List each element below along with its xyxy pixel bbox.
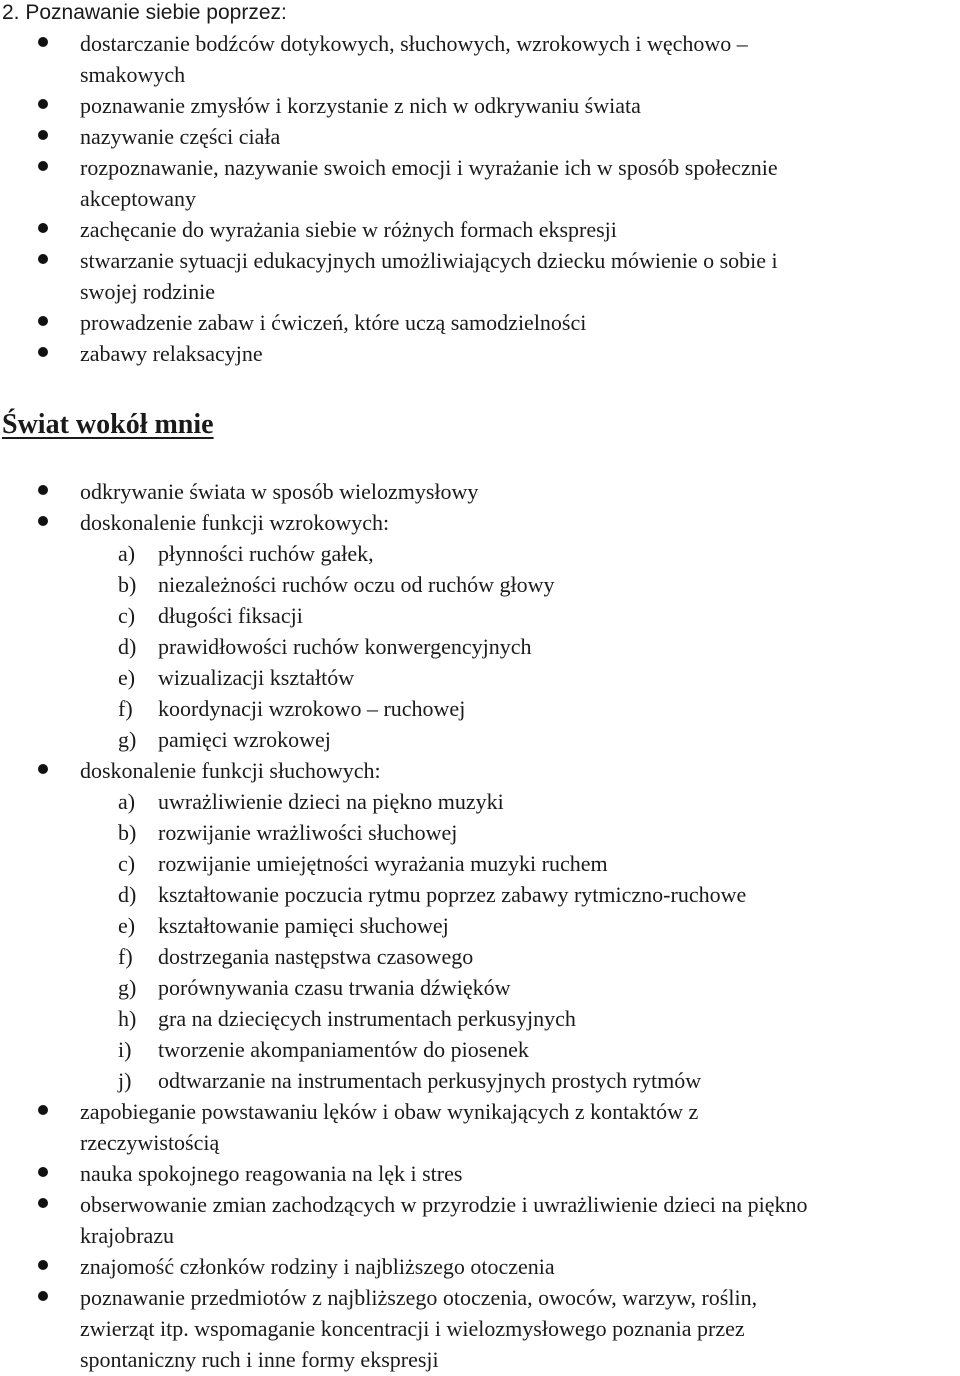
bullet-icon [38,161,48,171]
sublist-text: koordynacji wzrokowo – ruchowej [158,696,466,721]
sublist-item [80,724,958,755]
bullet-icon [38,99,48,109]
list-item-text-cont: spontaniczny ruch i inne formy ekspresji [80,1347,439,1372]
section1-bullet-list [0,28,960,369]
sublist-marker: d) [118,634,137,659]
sublist-text: prawidłowości ruchów konwergencyjnych [158,634,532,659]
sublist-item [80,1034,958,1065]
sublist-item [80,569,958,600]
bullet-icon [38,1198,48,1208]
sublist-text: kształtowanie pamięci słuchowej [158,913,449,938]
list-item-text: dostarczanie bodźców dotykowych, słuchowych, wzrokowych i węchowo – [80,31,748,56]
sublist-marker: g) [118,727,137,752]
sublist-text: uwrażliwienie dzieci na piękno muzyki [158,789,504,814]
list-item-text-cont: rzeczywistością [80,1130,220,1155]
sublist-marker: b) [118,572,137,597]
bullet-icon [38,316,48,326]
sublist-visual [80,538,958,755]
list-item-text: prowadzenie zabaw i ćwiczeń, które uczą samodzielności [80,310,587,335]
list-item [0,476,960,507]
sublist-marker: j) [118,1068,132,1093]
bullet-icon [38,485,48,495]
list-item [0,1096,960,1158]
sublist-item [80,972,958,1003]
list-item [0,1282,960,1375]
sublist-item [80,1003,958,1034]
sublist-item [80,693,958,724]
list-item [0,1189,960,1251]
list-item-text: nazywanie części ciała [80,124,281,149]
sublist-marker: c) [118,603,136,628]
section-title: Świat wokół mnie [2,409,214,440]
list-item-text: doskonalenie funkcji wzrokowych: [80,510,390,535]
section-heading: 2. Poznawanie siebie poprzez: [2,1,287,24]
list-item [0,214,960,245]
sublist-text: gra na dziecięcych instrumentach perkusyjnych [158,1006,576,1031]
bullet-icon [38,1167,48,1177]
bullet-icon [38,37,48,47]
bullet-icon [38,764,48,774]
list-item-text-cont: krajobrazu [80,1223,175,1248]
list-item [0,1158,960,1189]
bullet-icon [38,130,48,140]
sublist-item [80,910,958,941]
bullet-icon [38,1105,48,1115]
sublist-item [80,538,958,569]
sublist-item [80,631,958,662]
list-item-text-cont: zwierząt itp. wspomaganie koncentracji i wielozmysłowego poznania przez [80,1316,745,1341]
sublist-text: kształtowanie poczucia rytmu poprzez zabawy rytmiczno-ruchowe [158,882,747,907]
list-item-text: obserwowanie zmian zachodzących w przyrodzie i uwrażliwienie dzieci na piękno [80,1192,808,1217]
sublist-text: odtwarzanie na instrumentach perkusyjnych prostych rytmów [158,1068,702,1093]
list-item [0,338,960,369]
sublist-item [80,786,958,817]
sublist-marker: b) [118,820,137,845]
sublist-marker: e) [118,913,136,938]
list-item [0,152,960,214]
sublist-text: długości fiksacji [158,603,303,628]
bullet-icon [38,1260,48,1270]
sublist-text: tworzenie akompaniamentów do piosenek [158,1037,529,1062]
list-item-text: nauka spokojnego reagowania na lęk i stres [80,1161,463,1186]
sublist-item [80,662,958,693]
list-item-text-cont: smakowych [80,62,186,87]
list-item-text: rozpoznawanie, nazywanie swoich emocji i wyrażanie ich w sposób społecznie [80,155,778,180]
sublist-marker: c) [118,851,136,876]
sublist-marker: f) [118,944,133,969]
list-item-text: stwarzanie sytuacji edukacyjnych umożliwiających dziecku mówienie o sobie i [80,248,778,273]
sublist-marker: g) [118,975,137,1000]
sublist-item [80,941,958,972]
bullet-icon [38,347,48,357]
sublist-item [80,600,958,631]
bullet-icon [38,254,48,264]
sublist-item [80,848,958,879]
sublist-marker: a) [118,789,136,814]
list-item [0,245,960,307]
list-item-auditory-functions [0,755,960,1096]
section2-bullet-list [0,476,960,1375]
list-item-text-cont: swojej rodzinie [80,279,216,304]
list-item-text: zapobieganie powstawaniu lęków i obaw wynikających z kontaktów z [80,1099,699,1124]
list-item-visual-functions [0,507,960,755]
list-item [0,121,960,152]
sublist-text: rozwijanie wrażliwości słuchowej [158,820,458,845]
sublist-marker: f) [118,696,133,721]
sublist-text: pamięci wzrokowej [158,727,331,752]
sublist-text: wizualizacji kształtów [158,665,355,690]
sublist-marker: i) [118,1037,132,1062]
list-item [0,307,960,338]
bullet-icon [38,223,48,233]
list-item [0,28,960,90]
bullet-icon [38,516,48,526]
bullet-icon [38,1291,48,1301]
sublist-text: niezależności ruchów oczu od ruchów głowy [158,572,555,597]
sublist-item [80,879,958,910]
list-item [0,90,960,121]
list-item-text: zabawy relaksacyjne [80,341,263,366]
list-item-text-cont: akceptowany [80,186,197,211]
sublist-text: dostrzegania następstwa czasowego [158,944,474,969]
list-item-text: poznawanie zmysłów i korzystanie z nich w odkrywaniu świata [80,93,641,118]
sublist-item [80,1065,958,1096]
list-item-text: poznawanie przedmiotów z najbliższego otoczenia, owoców, warzyw, roślin, [80,1285,758,1310]
sublist-marker: e) [118,665,136,690]
sublist-item [80,817,958,848]
sublist-marker: a) [118,541,136,566]
sublist-marker: d) [118,882,137,907]
sublist-marker: h) [118,1006,137,1031]
list-item-text: doskonalenie funkcji słuchowych: [80,758,381,783]
sublist-text: płynności ruchów gałek, [158,541,374,566]
list-item-text: zachęcanie do wyrażania siebie w różnych formach ekspresji [80,217,617,242]
list-item-text: odkrywanie świata w sposób wielozmysłowy [80,479,479,504]
sublist-auditory [80,786,958,1096]
sublist-text: porównywania czasu trwania dźwięków [158,975,511,1000]
sublist-text: rozwijanie umiejętności wyrażania muzyki ruchem [158,851,608,876]
list-item-text: znajomość członków rodziny i najbliższego otoczenia [80,1254,555,1279]
list-item [0,1251,960,1282]
